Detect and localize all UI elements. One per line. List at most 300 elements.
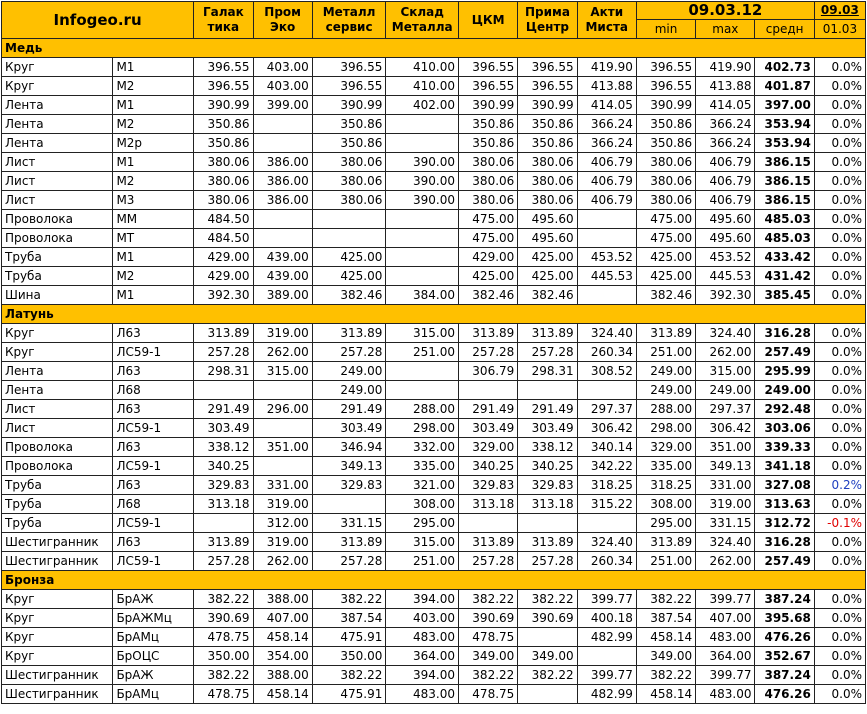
price-cell: 257.28: [459, 343, 518, 362]
price-cell: 390.69: [518, 609, 577, 628]
price-cell: 319.00: [253, 324, 312, 343]
price-cell: 445.53: [577, 267, 636, 286]
price-cell: 382.22: [194, 666, 253, 685]
min-price-cell: 380.06: [636, 153, 695, 172]
min-price-cell: 308.00: [636, 495, 695, 514]
product-cell: Круг: [2, 590, 113, 609]
change-cell: 0.0%: [814, 419, 865, 438]
price-cell: 380.06: [194, 153, 253, 172]
price-cell: 350.86: [194, 115, 253, 134]
price-cell: 306.79: [459, 362, 518, 381]
price-cell: [312, 229, 386, 248]
supplier-header-prima-centr: Прима Центр: [518, 2, 577, 39]
table-row: [2, 77, 866, 96]
supplier-header-promeko: Пром Эко: [253, 2, 312, 39]
min-price-cell: 382.46: [636, 286, 695, 305]
table-row: [2, 343, 866, 362]
price-cell: 478.75: [194, 685, 253, 704]
grade-cell: М2: [113, 77, 194, 96]
change-cell: 0.0%: [814, 628, 865, 647]
price-cell: [518, 685, 577, 704]
product-cell: Лента: [2, 362, 113, 381]
product-cell: Труба: [2, 476, 113, 495]
price-cell: 295.00: [386, 514, 459, 533]
product-cell: Шестигранник: [2, 552, 113, 571]
min-price-cell: 475.00: [636, 210, 695, 229]
product-cell: Лента: [2, 96, 113, 115]
price-cell: 475.91: [312, 628, 386, 647]
change-cell: 0.0%: [814, 590, 865, 609]
price-cell: 388.00: [253, 590, 312, 609]
price-cell: 313.18: [518, 495, 577, 514]
max-price-cell: 297.37: [696, 400, 755, 419]
price-cell: 331.00: [253, 476, 312, 495]
price-cell: 306.42: [577, 419, 636, 438]
avg-price-cell: 485.03: [755, 229, 814, 248]
max-price-cell: 324.40: [696, 324, 755, 343]
price-cell: 390.69: [459, 609, 518, 628]
price-cell: 425.00: [518, 267, 577, 286]
max-price-cell: 366.24: [696, 134, 755, 153]
change-cell: 0.0%: [814, 191, 865, 210]
price-cell: 364.00: [386, 647, 459, 666]
max-price-cell: 249.00: [696, 381, 755, 400]
avg-price-cell: 386.15: [755, 153, 814, 172]
avg-price-cell: 257.49: [755, 552, 814, 571]
table-row: [2, 628, 866, 647]
price-cell: 257.28: [518, 552, 577, 571]
price-cell: 380.06: [518, 191, 577, 210]
product-cell: Лист: [2, 419, 113, 438]
price-cell: 340.25: [194, 457, 253, 476]
avg-price-cell: 386.15: [755, 172, 814, 191]
avg-price-cell: 316.28: [755, 533, 814, 552]
grade-cell: М1: [113, 248, 194, 267]
min-price-cell: 380.06: [636, 191, 695, 210]
min-price-cell: 251.00: [636, 552, 695, 571]
table-row: [2, 381, 866, 400]
min-price-cell: 318.25: [636, 476, 695, 495]
price-cell: 390.99: [312, 96, 386, 115]
price-cell: [312, 495, 386, 514]
product-cell: Круг: [2, 628, 113, 647]
price-cell: 425.00: [518, 248, 577, 267]
product-cell: Проволока: [2, 438, 113, 457]
price-cell: 297.37: [577, 400, 636, 419]
price-cell: 396.55: [459, 77, 518, 96]
price-cell: [386, 381, 459, 400]
price-cell: [386, 248, 459, 267]
compare-date-link[interactable]: 09.03: [814, 2, 865, 20]
min-price-cell: 288.00: [636, 400, 695, 419]
price-cell: 350.86: [312, 134, 386, 153]
price-cell: [577, 229, 636, 248]
min-price-cell: 350.86: [636, 134, 695, 153]
max-price-cell: 262.00: [696, 343, 755, 362]
avg-price-cell: 249.00: [755, 381, 814, 400]
avg-price-cell: 387.24: [755, 666, 814, 685]
price-cell: 396.55: [312, 58, 386, 77]
supplier-header-aktimista: Акти Миста: [577, 2, 636, 39]
table-row: [2, 533, 866, 552]
price-cell: 382.22: [518, 666, 577, 685]
price-cell: 338.12: [194, 438, 253, 457]
supplier-header-galaktika: Галак тика: [194, 2, 253, 39]
avg-price-cell: 385.45: [755, 286, 814, 305]
grade-cell: ЛС59-1: [113, 419, 194, 438]
change-cell: 0.0%: [814, 77, 865, 96]
price-cell: 475.00: [459, 229, 518, 248]
price-table-body: [2, 2, 866, 704]
min-price-cell: 295.00: [636, 514, 695, 533]
change-cell: -0.1%: [814, 514, 865, 533]
price-cell: 324.40: [577, 533, 636, 552]
price-cell: 380.06: [194, 172, 253, 191]
change-cell: 0.0%: [814, 248, 865, 267]
grade-cell: М1: [113, 58, 194, 77]
supplier-header-metallservis: Металл сервис: [312, 2, 386, 39]
product-cell: Круг: [2, 77, 113, 96]
price-cell: 350.86: [518, 134, 577, 153]
change-cell: 0.2%: [814, 476, 865, 495]
min-price-cell: 396.55: [636, 58, 695, 77]
price-cell: 319.00: [253, 495, 312, 514]
change-cell: 0.0%: [814, 400, 865, 419]
max-price-cell: 406.79: [696, 191, 755, 210]
table-row: [2, 362, 866, 381]
table-row: [2, 96, 866, 115]
product-cell: Лист: [2, 153, 113, 172]
price-cell: 406.79: [577, 191, 636, 210]
price-cell: 291.49: [459, 400, 518, 419]
price-cell: 313.89: [518, 533, 577, 552]
table-row: [2, 609, 866, 628]
table-row: [2, 172, 866, 191]
avg-price-cell: 433.42: [755, 248, 814, 267]
max-price-cell: 324.40: [696, 533, 755, 552]
max-price-cell: 306.42: [696, 419, 755, 438]
table-row: [2, 514, 866, 533]
price-cell: [253, 381, 312, 400]
table-row: [2, 647, 866, 666]
avg-price-cell: 476.26: [755, 685, 814, 704]
grade-cell: ЛС59-1: [113, 552, 194, 571]
price-cell: 439.00: [253, 267, 312, 286]
price-cell: 329.83: [459, 476, 518, 495]
price-cell: 390.00: [386, 153, 459, 172]
grade-cell: М2: [113, 267, 194, 286]
max-price-cell: 331.15: [696, 514, 755, 533]
price-cell: 257.28: [194, 552, 253, 571]
price-cell: 429.00: [194, 267, 253, 286]
price-cell: 396.55: [312, 77, 386, 96]
grade-cell: М2р: [113, 134, 194, 153]
header-row-1: [2, 2, 866, 20]
grade-cell: Л68: [113, 381, 194, 400]
price-cell: [386, 134, 459, 153]
table-row: [2, 552, 866, 571]
price-cell: [518, 381, 577, 400]
price-cell: 321.00: [386, 476, 459, 495]
price-cell: 419.90: [577, 58, 636, 77]
price-cell: 382.22: [459, 590, 518, 609]
max-price-cell: 453.52: [696, 248, 755, 267]
price-cell: 350.00: [194, 647, 253, 666]
price-cell: 484.50: [194, 229, 253, 248]
min-price-cell: 382.22: [636, 666, 695, 685]
avg-price-cell: 386.15: [755, 191, 814, 210]
avg-price-cell: 431.42: [755, 267, 814, 286]
price-cell: [577, 210, 636, 229]
price-cell: [386, 267, 459, 286]
grade-cell: М3: [113, 191, 194, 210]
price-cell: 251.00: [386, 552, 459, 571]
price-cell: 313.89: [194, 324, 253, 343]
price-cell: [386, 362, 459, 381]
price-cell: [386, 210, 459, 229]
grade-cell: БрАЖ: [113, 590, 194, 609]
table-row: [2, 58, 866, 77]
price-cell: 257.28: [518, 343, 577, 362]
price-cell: 390.69: [194, 609, 253, 628]
price-cell: 308.00: [386, 495, 459, 514]
table-row: [2, 229, 866, 248]
price-cell: 315.00: [386, 533, 459, 552]
avg-price-cell: 485.03: [755, 210, 814, 229]
grade-cell: БрАМц: [113, 685, 194, 704]
change-cell: 0.0%: [814, 153, 865, 172]
price-cell: [386, 115, 459, 134]
price-cell: 406.79: [577, 172, 636, 191]
price-cell: 407.00: [253, 609, 312, 628]
price-cell: 390.99: [518, 96, 577, 115]
price-cell: 260.34: [577, 343, 636, 362]
avg-price-cell: 303.06: [755, 419, 814, 438]
price-cell: 313.89: [459, 324, 518, 343]
avg-price-cell: 402.73: [755, 58, 814, 77]
max-price-cell: 319.00: [696, 495, 755, 514]
table-row: [2, 685, 866, 704]
grade-cell: Л68: [113, 495, 194, 514]
price-cell: 410.00: [386, 77, 459, 96]
price-cell: [312, 210, 386, 229]
max-price-cell: 366.24: [696, 115, 755, 134]
price-cell: 262.00: [253, 552, 312, 571]
price-cell: 382.22: [518, 590, 577, 609]
price-cell: [253, 229, 312, 248]
price-cell: 495.60: [518, 229, 577, 248]
product-cell: Круг: [2, 647, 113, 666]
grade-cell: МТ: [113, 229, 194, 248]
grade-cell: ЛС59-1: [113, 514, 194, 533]
max-price-cell: 364.00: [696, 647, 755, 666]
price-cell: 388.00: [253, 666, 312, 685]
price-cell: 308.52: [577, 362, 636, 381]
product-cell: Круг: [2, 58, 113, 77]
table-row: [2, 115, 866, 134]
price-cell: [577, 647, 636, 666]
min-price-cell: 249.00: [636, 381, 695, 400]
table-row: [2, 153, 866, 172]
price-cell: 380.06: [518, 172, 577, 191]
product-cell: Круг: [2, 343, 113, 362]
avg-price-cell: 397.00: [755, 96, 814, 115]
table-row: [2, 457, 866, 476]
grade-cell: Л63: [113, 324, 194, 343]
avg-header: средн: [755, 20, 814, 39]
avg-price-cell: 395.68: [755, 609, 814, 628]
product-cell: Проволока: [2, 229, 113, 248]
price-cell: 403.00: [253, 58, 312, 77]
price-cell: 390.99: [459, 96, 518, 115]
price-cell: [194, 381, 253, 400]
table-row: [2, 248, 866, 267]
min-price-cell: 390.99: [636, 96, 695, 115]
avg-price-cell: 476.26: [755, 628, 814, 647]
change-cell: 0.0%: [814, 134, 865, 153]
avg-price-cell: 327.08: [755, 476, 814, 495]
price-cell: 298.31: [194, 362, 253, 381]
table-row: [2, 495, 866, 514]
grade-cell: БрАМц: [113, 628, 194, 647]
change-cell: 0.0%: [814, 438, 865, 457]
product-cell: Круг: [2, 609, 113, 628]
price-cell: 382.46: [459, 286, 518, 305]
price-cell: 482.99: [577, 628, 636, 647]
min-price-cell: 329.00: [636, 438, 695, 457]
price-cell: 262.00: [253, 343, 312, 362]
price-cell: 313.89: [312, 324, 386, 343]
price-cell: 354.00: [253, 647, 312, 666]
price-cell: 382.22: [194, 590, 253, 609]
price-cell: 399.77: [577, 666, 636, 685]
max-price-cell: 315.00: [696, 362, 755, 381]
price-cell: 346.94: [312, 438, 386, 457]
price-cell: 396.55: [194, 77, 253, 96]
price-cell: 400.18: [577, 609, 636, 628]
price-cell: 313.89: [518, 324, 577, 343]
max-price-cell: 392.30: [696, 286, 755, 305]
grade-cell: М1: [113, 96, 194, 115]
price-cell: 350.86: [459, 134, 518, 153]
product-cell: Шестигранник: [2, 666, 113, 685]
price-cell: 340.25: [459, 457, 518, 476]
min-header: min: [636, 20, 695, 39]
min-price-cell: 335.00: [636, 457, 695, 476]
price-cell: 389.00: [253, 286, 312, 305]
max-price-cell: 483.00: [696, 628, 755, 647]
price-cell: 313.18: [459, 495, 518, 514]
max-price-cell: 414.05: [696, 96, 755, 115]
price-cell: 318.25: [577, 476, 636, 495]
product-cell: Лента: [2, 134, 113, 153]
price-cell: 380.06: [312, 153, 386, 172]
table-row: [2, 210, 866, 229]
site-logo[interactable]: Infogeo.ru: [2, 2, 194, 39]
max-price-cell: 351.00: [696, 438, 755, 457]
price-cell: 298.00: [386, 419, 459, 438]
price-cell: 478.75: [194, 628, 253, 647]
table-row: [2, 324, 866, 343]
price-cell: 366.24: [577, 134, 636, 153]
price-cell: 313.89: [194, 533, 253, 552]
price-cell: 315.00: [386, 324, 459, 343]
price-cell: 386.00: [253, 191, 312, 210]
price-cell: 251.00: [386, 343, 459, 362]
price-cell: [577, 286, 636, 305]
max-price-cell: 495.60: [696, 210, 755, 229]
grade-cell: Л63: [113, 400, 194, 419]
price-cell: 351.00: [253, 438, 312, 457]
price-cell: 380.06: [459, 172, 518, 191]
product-cell: Лист: [2, 191, 113, 210]
min-price-cell: 475.00: [636, 229, 695, 248]
price-cell: 349.00: [459, 647, 518, 666]
price-cell: 324.40: [577, 324, 636, 343]
price-cell: 425.00: [459, 267, 518, 286]
price-cell: 260.34: [577, 552, 636, 571]
price-cell: 380.06: [312, 172, 386, 191]
price-cell: 349.00: [518, 647, 577, 666]
price-cell: 329.83: [194, 476, 253, 495]
grade-cell: Л63: [113, 533, 194, 552]
min-price-cell: 298.00: [636, 419, 695, 438]
price-cell: 390.99: [194, 96, 253, 115]
price-cell: 386.00: [253, 153, 312, 172]
price-cell: [459, 514, 518, 533]
product-cell: Шина: [2, 286, 113, 305]
price-cell: 399.00: [253, 96, 312, 115]
price-cell: 380.06: [518, 153, 577, 172]
product-cell: Труба: [2, 514, 113, 533]
section-title: Бронза: [2, 571, 866, 590]
change-cell: 0.0%: [814, 210, 865, 229]
min-price-cell: 313.89: [636, 533, 695, 552]
max-price-cell: 406.79: [696, 153, 755, 172]
max-price-cell: 262.00: [696, 552, 755, 571]
avg-price-cell: 353.94: [755, 134, 814, 153]
price-cell: 396.55: [518, 77, 577, 96]
min-price-cell: 396.55: [636, 77, 695, 96]
avg-price-cell: 387.24: [755, 590, 814, 609]
price-cell: 313.18: [194, 495, 253, 514]
product-cell: Проволока: [2, 457, 113, 476]
price-cell: 453.52: [577, 248, 636, 267]
price-cell: 303.49: [459, 419, 518, 438]
max-price-cell: 495.60: [696, 229, 755, 248]
price-cell: 387.54: [312, 609, 386, 628]
price-cell: 291.49: [194, 400, 253, 419]
price-cell: [253, 419, 312, 438]
price-cell: [253, 210, 312, 229]
avg-price-cell: 312.72: [755, 514, 814, 533]
price-cell: 350.00: [312, 647, 386, 666]
price-cell: 350.86: [518, 115, 577, 134]
grade-cell: Л63: [113, 362, 194, 381]
product-cell: Труба: [2, 267, 113, 286]
avg-price-cell: 257.49: [755, 343, 814, 362]
change-cell: 0.0%: [814, 609, 865, 628]
avg-price-cell: 313.63: [755, 495, 814, 514]
min-price-cell: 251.00: [636, 343, 695, 362]
change-cell: 0.0%: [814, 647, 865, 666]
price-cell: 413.88: [577, 77, 636, 96]
grade-cell: Л63: [113, 476, 194, 495]
price-cell: 380.06: [459, 153, 518, 172]
price-cell: 380.06: [459, 191, 518, 210]
price-cell: [518, 514, 577, 533]
price-cell: 390.00: [386, 191, 459, 210]
